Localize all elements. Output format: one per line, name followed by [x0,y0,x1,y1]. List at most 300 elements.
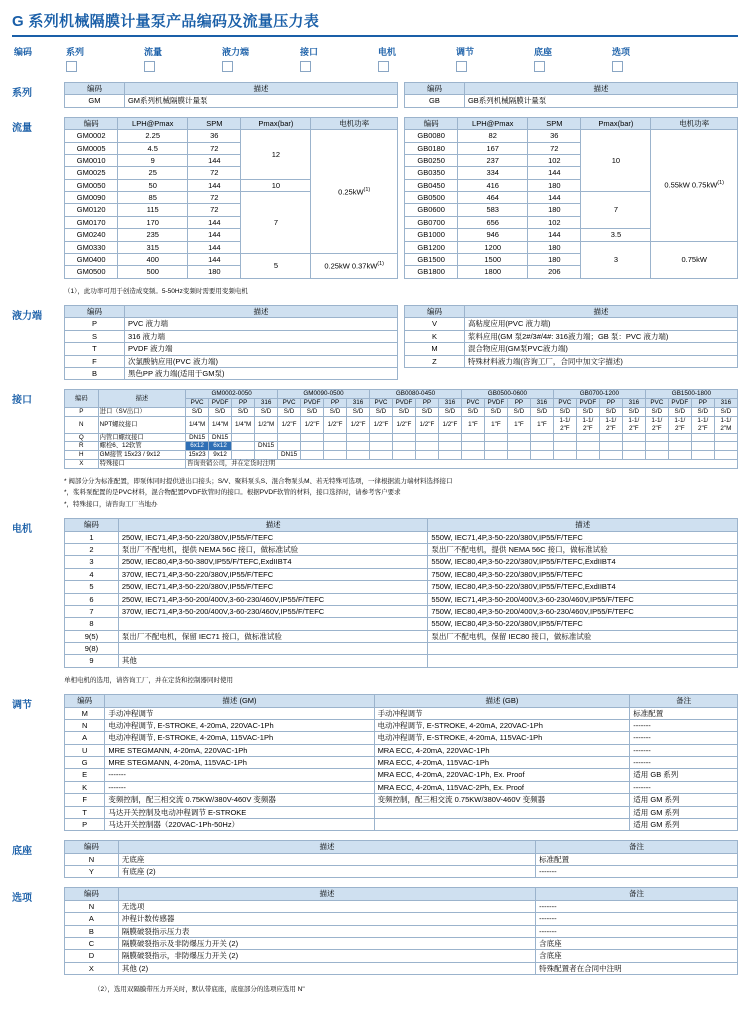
code-input-box[interactable] [300,61,311,72]
if-sub-PVC: PVC [461,399,484,408]
table-row [65,451,738,460]
code-selector-name: 流量 [144,47,163,57]
if-note-1: *，浆料泵配置的是PVC材料，混合物配置PVDF软管时的接口。根据PVDF软管的材料，接口选择时，请参考客户要求 [64,489,401,497]
motor-note: 单相电机的选用，请咨询工厂，并在定货和控制器同时使用 [64,676,233,684]
cell-note: ------- [536,866,738,878]
if-sub-PVC: PVC [553,399,576,408]
section-series [12,82,738,108]
cell-lph: 167 [458,142,528,154]
cell-spm: 144 [528,192,581,204]
cell-desc: 隔膜破裂指示压力表 [118,925,535,937]
cell-if [599,451,622,460]
cell-if: 15x23 [186,451,209,460]
cell-if [324,451,347,460]
cell-code: 5 [65,581,119,593]
code-selector-name: 底座 [534,47,553,57]
cell-if: S/D [576,408,599,417]
cell-if: 1/2"F [392,416,415,433]
code-selector-name: 选项 [612,47,631,57]
cell-if: 1"F [530,416,553,433]
cell-if: 1-1/2"F [553,416,576,433]
table-row [65,769,738,781]
cell-special: 咨询贵销公司，并在定货时注明 [186,460,738,469]
table-row [65,556,738,568]
if-sub-PVC: PVC [278,399,301,408]
cell-pmax: 3 [581,241,651,278]
table-row [65,330,398,342]
if-sub-PP: PP [232,399,255,408]
table-row [65,367,398,379]
cell-gm: 马达开关控制器（220VAC-1Ph-50Hz） [105,818,374,830]
if-group-0: GM0002-0050 [186,390,278,399]
cell-spm: 72 [528,142,581,154]
table-row [65,866,738,878]
cell-code: GM0120 [65,204,118,216]
cell-power: 0.25kW $0.37kW^{(1)}$ [311,253,398,278]
cell-gb: 550W, IEC80,4P,3-50-220/380V,IP55/F/TEFC,ExdIIBT4 [428,556,738,568]
cell-lph: 50 [118,179,188,191]
cell-note: 含底座 [536,950,738,962]
code-input-box[interactable] [534,61,545,72]
cell-gm: 370W, IEC71,4P,3-50-200/400V,3-60-230/460V,IP55/F/TEFC [118,605,428,617]
code-selector-boxes [378,61,456,72]
table-row [65,460,738,469]
cell-gb: 电动冲程调节, E-STROKE, 4-20mA, 220VAC-1Ph [374,719,630,731]
table-row [65,442,738,451]
cell-if [668,442,691,451]
if-note-2: *，特殊接口，请咨询工厂当地办 [64,500,158,508]
cell-if: S/D [209,408,232,417]
liquid-end-label: 液力端 [12,311,42,323]
cell-spm: 206 [528,266,581,278]
cell-if [370,433,393,442]
cell-if [599,433,622,442]
if-group-1: GM0090-0500 [278,390,370,399]
cell-if: S/D [301,408,324,417]
cell-spm: 102 [528,216,581,228]
cell-if: 1-1/2"F [599,416,622,433]
table-row [65,900,738,912]
if-sub-316: 316 [714,399,737,408]
cell-desc: 混合物应用(GM泵PVC液力端) [464,343,737,355]
cell-if: 1/2"F [324,416,347,433]
cell-if: 9x12 [209,451,232,460]
table-row [405,241,738,253]
table-row [65,343,398,355]
cell-code: C [65,937,119,949]
code-selector-name: 系列 [66,47,85,57]
cell-gb: 泵出厂不配电机，保留 IEC80 接口，做标准试验 [428,630,738,642]
table-row [405,355,738,367]
cell-gb: MRA ECC, 4-20mA, 115VAC-1Ph [374,757,630,769]
cell-gb: 550W, IEC71,4P,3-50-220/380V,IP55/F/TEFC [428,531,738,543]
cell-gm: 手动冲程调节 [105,707,374,719]
cell-if: S/D [553,408,576,417]
cell-code: 1 [65,531,119,543]
cell-desc: 无选项 [118,900,535,912]
if-sub-PVDF: PVDF [301,399,324,408]
cell-gm: MRE STEGMANN, 4-20mA, 115VAC-1Ph [105,757,374,769]
cell-gb: 550W, IEC80,4P,3-50-220/380V,IP55/F/TEFC [428,618,738,630]
if-sub-PVDF: PVDF [668,399,691,408]
flow-th: LPH@Pmax [118,117,188,129]
if-sub-PVDF: PVDF [209,399,232,408]
if-sub-PVC: PVC [186,399,209,408]
cell-if [668,451,691,460]
cell-if [645,433,668,442]
cell-note: ------- [630,732,738,744]
series-table-gm [64,82,398,108]
cell-code: GB0500 [405,192,458,204]
cell-note: ------- [536,913,738,925]
cell-if: 1/4"M [186,416,209,433]
code-selector-boxes [300,61,378,72]
cell-if: S/D [507,408,530,417]
cell-if [530,451,553,460]
cell-if [301,433,324,442]
cell-if [461,442,484,451]
cell-if: 1/4"M [232,416,255,433]
cell-spm: 36 [528,130,581,142]
table-row [65,707,738,719]
table-row [65,794,738,806]
cell-desc: NPT螺纹接口 [98,416,185,433]
cell-note: ------- [630,719,738,731]
cell-spm: 144 [188,216,241,228]
flow-th: SPM [188,117,241,129]
cell-if [622,433,645,442]
if-sub-PP: PP [415,399,438,408]
cell-if [438,442,461,451]
cell-code: N [65,900,119,912]
cell-lph: 416 [458,179,528,191]
table-row [65,318,398,330]
cell-pmax: 3.5 [581,229,651,241]
section-base [12,840,738,878]
if-th-desc: 描述 [98,390,185,408]
code-input-box[interactable] [144,61,155,72]
cell-desc: 特殊接口 [98,460,185,469]
cell-spm: 72 [188,142,241,154]
cell-code: D [65,950,119,962]
cell-code: Q [65,433,99,442]
table-row [65,913,738,925]
cell-gb [374,818,630,830]
cell-gm: 电动冲程调节, E-STROKE, 4-20mA, 115VAC-1Ph [105,732,374,744]
cell-if: 6x12 [186,442,209,451]
table-row [65,416,738,433]
cell-code: GB0250 [405,154,458,166]
cell-if: 1-1/2"M [714,416,737,433]
cell-desc: PVC 液力端 [124,318,397,330]
cell-code: H [65,451,99,460]
cell-if [622,451,645,460]
code-input-box[interactable] [222,61,233,72]
cell-if [347,433,370,442]
table-row [65,355,398,367]
if-sub-PVDF: PVDF [392,399,415,408]
cell-code: 4 [65,568,119,580]
section-liquid-end [12,305,738,380]
cell-if [301,451,324,460]
option-footnote: （2），选用双隔膜带压力开关时，默认带底座，底座部分的选项应选用 N" [94,986,305,994]
cell-if: S/D [484,408,507,417]
cell-gb [374,806,630,818]
cell-desc: 无底座 [118,853,535,865]
cell-code: GB [405,95,465,107]
if-sub-PP: PP [691,399,714,408]
table-row [65,605,738,617]
cell-gm: 250W, IEC71,4P,3-50-200/400V,3-60-230/460V,IP55/F/TEFC [118,593,428,605]
cell-code: F [65,355,125,367]
cell-spm: 72 [188,192,241,204]
cell-if: S/D [599,408,622,417]
cell-code: GB0350 [405,167,458,179]
cell-code: T [65,806,105,818]
cell-if [347,451,370,460]
cell-note: 标准配置 [630,707,738,719]
cell-lph: 400 [118,253,188,265]
cell-pmax: 10 [581,130,651,192]
cell-if: S/D [392,408,415,417]
cell-if [324,433,347,442]
cell-if [461,433,484,442]
cell-if: 1"F [507,416,530,433]
code-selector-item-3 [300,45,378,72]
cell-if [576,433,599,442]
cell-code: P [65,818,105,830]
table-row [65,581,738,593]
cell-if: 1-1/2"F [622,416,645,433]
cell-code: GM0005 [65,142,118,154]
cell-if [576,451,599,460]
cell-note: ------- [630,781,738,793]
cell-code: T [65,343,125,355]
table-row [65,744,738,756]
cell-code: Y [65,866,119,878]
table-row [405,318,738,330]
cell-if: 1/2"F [415,416,438,433]
cell-note: 适用 GM 系列 [630,806,738,818]
le-th-code: 编码 [65,306,125,318]
cell-if: 1-1/2"F [668,416,691,433]
cell-code: 2 [65,544,119,556]
table-row [65,130,398,142]
cell-lph: 500 [118,266,188,278]
cell-if: S/D [324,408,347,417]
cell-if [714,451,737,460]
cell-code: GB1800 [405,266,458,278]
cell-if [392,442,415,451]
flow-note: （1），此功率可用于创造成变频。5-50Hz变频时需要用变频电机 [64,287,248,295]
table-row [405,95,738,107]
motor-th-desc-gb: 描述 [428,519,738,531]
code-selector-item-5 [456,45,534,72]
cell-if: S/D [255,408,278,417]
if-sub-PP: PP [324,399,347,408]
cell-if: S/D [461,408,484,417]
if-group-4: GB0700-1200 [553,390,645,399]
option-table [64,887,738,975]
cell-if: 1-1/2"F [691,416,714,433]
cell-desc: 有底座 (2) [118,866,535,878]
cell-if: DN15 [209,433,232,442]
cell-spm: 144 [188,253,241,265]
cell-code: V [405,318,465,330]
cell-lph: 2.25 [118,130,188,142]
cell-pmax: 12 [241,130,311,180]
cell-if: 1"F [484,416,507,433]
if-sub-316: 316 [255,399,278,408]
cell-if: S/D [438,408,461,417]
cell-code: GM0010 [65,154,118,166]
table-row [65,643,738,655]
cell-if [232,451,255,460]
page-title-bar [12,10,738,37]
cell-if [232,442,255,451]
cell-if [645,442,668,451]
if-group-5: GB1500-1800 [645,390,737,399]
base-th-desc: 描述 [118,841,535,853]
cell-if [576,442,599,451]
cell-gb: 泵出厂不配电机，提供 NEMA 56C 接口，做标准试验 [428,544,738,556]
cell-code: GM0500 [65,266,118,278]
cell-gb: 电动冲程调节, E-STROKE, 4-20mA, 115VAC-1Ph [374,732,630,744]
cell-lph: 1800 [458,266,528,278]
cell-code: 9(5) [65,630,119,642]
code-input-box[interactable] [66,61,77,72]
code-selector-boxes [534,61,612,72]
cell-pmax: 10 [241,179,311,191]
cell-code: P [65,408,99,417]
table-row [65,757,738,769]
cell-note: ------- [536,900,738,912]
opt-th-code: 编码 [65,888,119,900]
cell-if [301,442,324,451]
cell-pmax: 7 [241,192,311,254]
cell-spm: 144 [188,229,241,241]
table-row [65,806,738,818]
cell-code: GB0700 [405,216,458,228]
cell-lph: 82 [458,130,528,142]
cell-gb: 750W, IEC80,4P,3-50-220/380V,IP55/F/TEFC [428,568,738,580]
cell-spm: 72 [188,204,241,216]
cell-if: S/D [347,408,370,417]
table-row [65,544,738,556]
cell-lph: 170 [118,216,188,228]
cell-spm: 102 [528,154,581,166]
cell-code: GM [65,95,125,107]
liquid-end-table-right [404,305,738,368]
cell-spm: 180 [528,253,581,265]
cell-spm: 180 [528,241,581,253]
adjust-table [64,694,738,831]
if-sub-316: 316 [530,399,553,408]
if-sub-PP: PP [599,399,622,408]
table-row [65,531,738,543]
cell-if: S/D [622,408,645,417]
base-th-code: 编码 [65,841,119,853]
cell-gm: 马达开关控制及电动冲程调节 E-STROKE [105,806,374,818]
code-selector-boxes [612,61,690,72]
code-input-box[interactable] [378,61,389,72]
table-row [65,781,738,793]
if-sub-PVDF: PVDF [576,399,599,408]
table-row [65,568,738,580]
cell-code: A [65,732,105,744]
table-row [65,950,738,962]
code-input-box[interactable] [456,61,467,72]
base-label: 底座 [12,846,32,858]
cell-note: 特殊配置者在合同中注明 [536,962,738,974]
cell-gb: 750W, IEC80,4P,3-50-200/400V,3-60-230/460V,IP55/F/TEFC [428,605,738,617]
page-title: G 系列机械隔膜计量泵产品编码及流量压力表 [12,13,320,30]
series-th-desc-2: 描述 [464,83,737,95]
cell-code: N [65,853,119,865]
code-input-box[interactable] [612,61,623,72]
cell-if [553,433,576,442]
cell-note: ------- [630,744,738,756]
cell-power: $0.25kW^{(1)}$ [311,130,398,254]
cell-code: A [65,913,119,925]
flow-th: Pmax(bar) [581,117,651,129]
if-sub-316: 316 [622,399,645,408]
cell-desc: 隔膜破裂指示及非防爆压力开关 (2) [118,937,535,949]
code-selector-row [12,45,738,72]
cell-code: G [65,757,105,769]
table-row [65,95,398,107]
if-group-3: GB0500-0600 [461,390,553,399]
table-row [65,719,738,731]
code-selector-item-1 [144,45,222,72]
cell-if [255,451,278,460]
cell-note: 适用 GB 系列 [630,769,738,781]
opt-th-desc: 描述 [118,888,535,900]
cell-if [370,442,393,451]
cell-gm: 电动冲程调节, E-STROKE, 4-20mA, 220VAC-1Ph [105,719,374,731]
flow-th: 编码 [65,117,118,129]
cell-if: 1/2"F [347,416,370,433]
code-selector-name: 电机 [378,47,397,57]
cell-code: 9(8) [65,643,119,655]
cell-if: 1/2"F [370,416,393,433]
cell-code: GM0400 [65,253,118,265]
cell-if: DN15 [278,451,301,460]
cell-code: GB0600 [405,204,458,216]
cell-if [530,433,553,442]
section-motor [12,518,738,685]
cell-if: 1/2"F [438,416,461,433]
section-flow [12,117,738,296]
cell-gm: 泵出厂不配电机，保留 IEC71 接口，做标准试验 [118,630,428,642]
cell-if [324,442,347,451]
cell-code: R [65,442,99,451]
cell-if [232,433,255,442]
cell-code: 7 [65,605,119,617]
flow-th: 电机功率 [651,117,738,129]
cell-code: GB0450 [405,179,458,191]
interface-label: 接口 [12,395,32,407]
cell-lph: 315 [118,241,188,253]
cell-spm: 144 [188,241,241,253]
cell-gm: ------- [105,781,374,793]
cell-if: 6x12 [209,442,232,451]
cell-if: 1/2"F [301,416,324,433]
cell-if [507,442,530,451]
table-row [65,818,738,830]
cell-if [255,433,278,442]
series-label: 系列 [12,88,32,99]
